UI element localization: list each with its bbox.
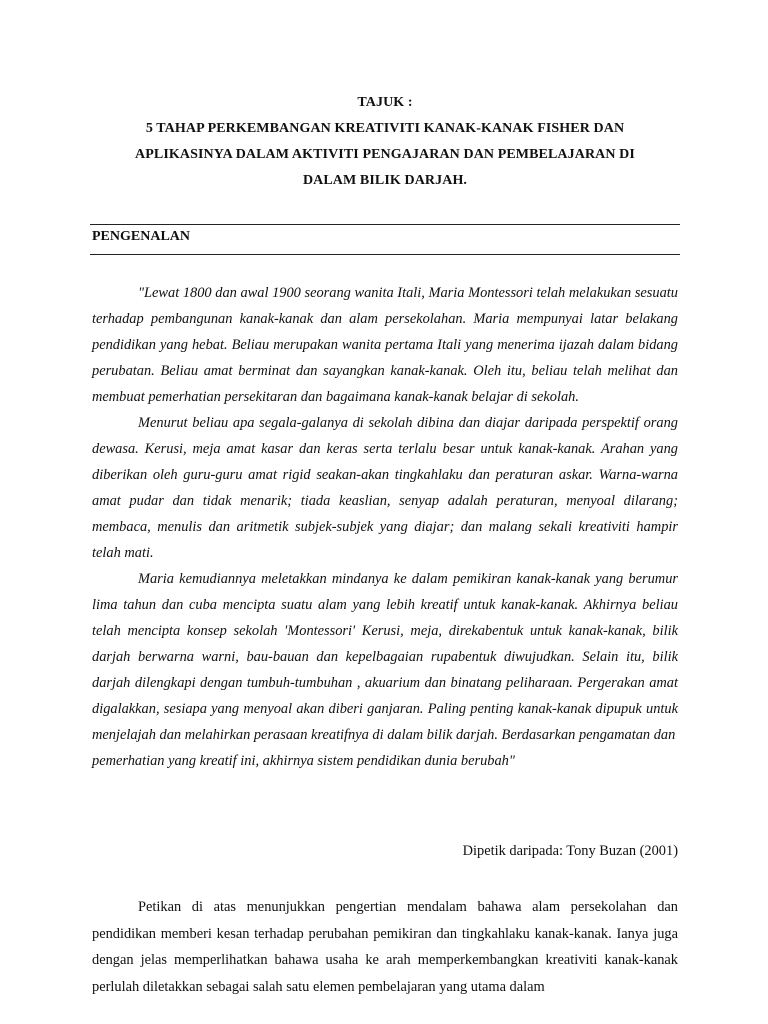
title-line-3: DALAM BILIK DARJAH. (302, 173, 468, 188)
quote-paragraph-3: Maria kemudiannya meletakkan mindanya ke dalam pemikiran kanak-kanak yang berumur lima tahun dan cuba mencipta suatu alam yang lebih kreatif untuk kanak-kanak. Akhirnya beliau telah mencipta konsep sekolah 'Montessori' Kerusi, meja, direkabentuk untuk kanak-kanak, bilik darjah berwarna warni, bau-bauan dan kepelbagaian rupabentuk diwujudkan. Selain itu, bilik darjah dilengkapi dengan tumbuh-tumbuhan , akuarium dan binatang peliharaan. Pergerakan amat digalakkan, sesiapa yang menyoal akan diberi ganjaran. Paling penting kanak-kanak dipupuk untuk menjelajah dan melahirkan perasaan kreatifnya di dalam bilik darjah. Berdasarkan pengamatan dan (92, 571, 678, 743)
quote-block (92, 280, 678, 774)
title-label: TAJUK : (357, 95, 413, 110)
title-line-2: APLIKASINYA DALAM AKTIVITI PENGAJARAN DAN PEMBELAJARAN DI (135, 147, 635, 162)
title-line-1: 5 TAHAP PERKEMBANGAN KREATIVITI KANAK-KANAK FISHER DAN (145, 121, 625, 136)
heading-rule-bottom (90, 254, 680, 255)
title-block (90, 90, 680, 194)
heading-rule-top (90, 224, 680, 225)
body-paragraph: Petikan di atas menunjukkan pengertian mendalam bahawa alam persekolahan dan pendidikan memberi kesan terhadap perubahan pemikiran dan tingkahlaku kanak-kanak. Ianya juga dengan jelas memperlihatkan bahawa usaha ke arah memperkembangkan kreativiti kanak-kanak perlulah diletakkan sebagai salah satu elemen pembelajaran yang utama dalam (92, 899, 678, 995)
quote-paragraph-2: Menurut beliau apa segala-galanya di sekolah dibina dan diajar daripada perspektif orang dewasa. Kerusi, meja amat kasar dan keras serta terlalu besar untuk kanak-kanak. Arahan yang diberikan oleh guru-guru amat rigid seakan-akan tingkahlaku dan peraturan askar. Warna-warna amat pudar dan tidak menarik; tiada keaslian, senyap adalah peraturan, menyoal dilarang; membaca, menulis dan aritmetik subjek-subjek yang diajar; dan malang sekali kreativiti hampir telah mati. (92, 415, 678, 561)
citation: Dipetik daripada: Tony Buzan (2001) (462, 843, 678, 859)
section-heading: PENGENALAN (92, 229, 191, 244)
body-text (92, 894, 678, 1000)
quote-last-line: pemerhatian yang kreatif ini, akhirnya sistem pendidikan dunia berubah" (92, 753, 515, 769)
quote-paragraph-1: "Lewat 1800 dan awal 1900 seorang wanita Itali, Maria Montessori telah melakukan sesuatu terhadap pembangunan kanak-kanak dan alam persekolahan. Maria mempunyai latar belakang pendidikan yang hebat. Beliau merupakan wanita pertama Itali yang menerima ijazah dalam bidang perubatan. Beliau amat berminat dan sayangkan kanak-kanak. Oleh itu, beliau telah melihat dan membuat pemerhatian persekitaran dan bagaimana kanak-kanak belajar di sekolah. (92, 285, 678, 405)
